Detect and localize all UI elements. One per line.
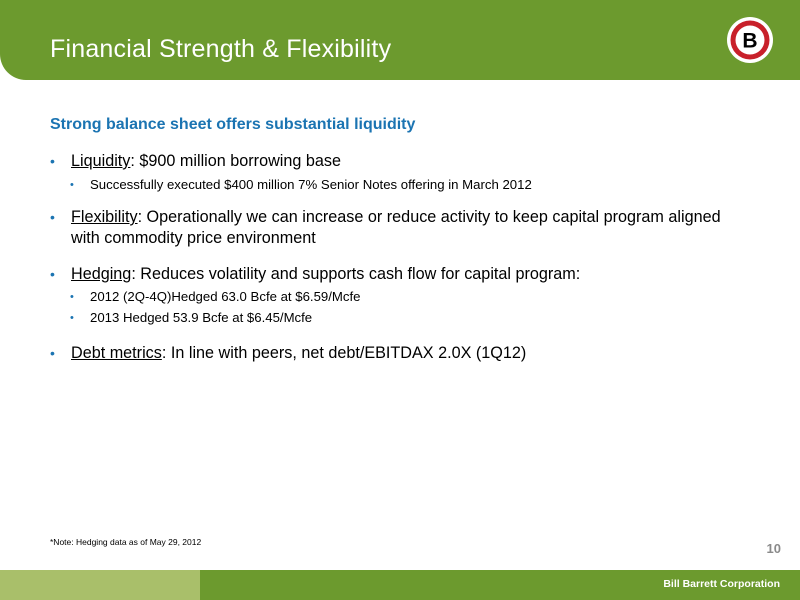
- footer-bar-left: [0, 570, 200, 600]
- slide-title: Financial Strength & Flexibility: [50, 35, 392, 63]
- footer-company-name: Bill Barrett Corporation: [663, 578, 780, 590]
- bullet-label-debt-metrics: Debt metrics: [71, 344, 162, 362]
- footnote: *Note: Hedging data as of May 29, 2012: [50, 537, 202, 547]
- bullet-dot: •: [50, 209, 55, 225]
- bullet-dot: •: [50, 345, 55, 361]
- sub-bullet-text: 2013 Hedged 53.9 Bcfe at $6.45/Mcfe: [90, 310, 313, 325]
- page-number: 10: [766, 541, 781, 556]
- bullet-label-flexibility: Flexibility: [71, 208, 138, 226]
- company-logo-icon: [726, 16, 774, 64]
- bullet-text-flexibility: : Operationally we can increase or reduce activity to keep capital program aligned with commodity price environment: [71, 208, 721, 247]
- section-subtitle: Strong balance sheet offers substantial liquidity: [50, 116, 416, 133]
- bullet-text-debt-metrics: : In line with peers, net debt/EBITDAX 2.0X (1Q12): [161, 344, 527, 362]
- sub-bullet-dot: •: [70, 291, 74, 303]
- sub-bullet-text: Successfully executed $400 million 7% Senior Notes offering in March 2012: [90, 177, 532, 192]
- bullet-label-hedging: Hedging: [71, 265, 132, 283]
- bullet-dot: •: [50, 266, 55, 282]
- sub-bullet-dot: •: [70, 312, 74, 324]
- sub-bullet-text: 2012 (2Q-4Q)Hedged 63.0 Bcfe at $6.59/Mcfe: [90, 289, 361, 304]
- bullet-label-liquidity: Liquidity: [71, 152, 131, 170]
- slide-header: [0, 0, 800, 80]
- logo-letter: B: [742, 29, 758, 53]
- bullet-dot: •: [50, 153, 55, 169]
- sub-bullet-dot: •: [70, 179, 74, 191]
- bullet-text-hedging: : Reduces volatility and supports cash flow for capital program:: [131, 265, 581, 283]
- bullet-text-liquidity: : $900 million borrowing base: [130, 152, 341, 170]
